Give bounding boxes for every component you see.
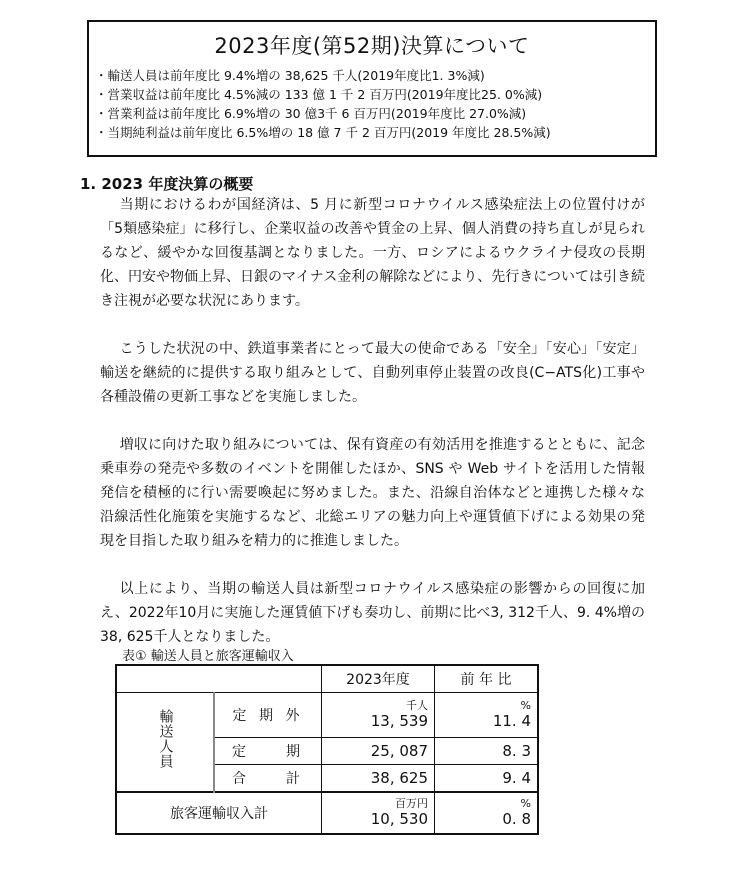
header-ratio: 前 年 比: [435, 665, 539, 693]
paragraph: こうした状況の中、鉄道事業者にとって最大の使命である「安全」「安心」「安定」輸送を継続的に提供する取り組みとして、自動列車停止装置の改良(C−ATS化)工事や各種設備の更新工事などを実施しました。: [100, 341, 645, 405]
summary-bullet: ・営業利益は前年度比 6.9%増の 30 億3千 6 百万円(2019年度比 27.0%減): [95, 106, 527, 121]
paragraph: 当期におけるわが国経済は、5 月に新型コロナウイルス感染症法上の位置付けが「5類感染症」に移行し、企業収益の改善や賃金の上昇、個人消費の持ち直しが見られるなど、緩やかな回復基調となりました。一方、ロシアによるウクライナ侵攻の長期化、円安や物価上昇、日銀のマイナス金利の解除などにより、先行きについては引き続き注視が必要な状況にあります。: [100, 197, 645, 309]
group-label-text: 輸送人員: [157, 708, 174, 769]
unit-label: 千人: [406, 699, 428, 712]
summary-bullet: ・当期純利益は前年度比 6.5%増の 18 億 7 千 2 百万円(2019 年度比 28.5%減): [95, 125, 551, 140]
summary-title: 2023年度(第52期)決算について: [214, 34, 530, 58]
row-value: [322, 693, 435, 738]
ridership-table: [115, 664, 539, 835]
summary-bullet: ・輸送人員は前年度比 9.4%増の 38,625 千人(2019年度比1. 3%減): [95, 68, 485, 83]
row-label: 定 期: [214, 738, 322, 765]
summary-box: [87, 20, 657, 157]
table-header-row: [116, 665, 538, 693]
paragraph: 以上により、当期の輸送人員は新型コロナウイルス感染症の影響からの回復に加え、2022年10月に実施した運賃値下げも奏功し、前期に比べ3, 312千人、9. 4%増の38, 625千人となりました。: [100, 581, 645, 645]
unit-label: %: [520, 699, 531, 712]
row-ratio: 8. 3: [435, 738, 539, 765]
table-row: [116, 693, 538, 738]
row-ratio: 9. 4: [435, 765, 539, 793]
row-label: 旅客運輸収入計: [116, 792, 322, 834]
row-ratio: [435, 792, 539, 834]
table-caption: 表① 輸送人員と旅客運輸収入: [122, 649, 294, 664]
section-heading: 1. 2023 年度決算の概要: [80, 175, 254, 193]
group-label: [116, 693, 214, 793]
section-body: [100, 193, 645, 673]
row-value: 38, 625: [322, 765, 435, 793]
row-ratio: [435, 693, 539, 738]
value: 10, 530: [370, 810, 428, 828]
summary-bullet: ・営業収益は前年度比 4.5%減の 133 億 1 千 2 百万円(2019年度比25. 0%減): [95, 87, 543, 102]
row-label: 合 計: [214, 765, 322, 793]
header-year: 2023年度: [322, 665, 435, 693]
unit-label: 百万円: [395, 797, 428, 810]
table-row-revenue: [116, 792, 538, 834]
row-label: 定 期 外: [214, 693, 322, 738]
row-value: 25, 087: [322, 738, 435, 765]
ratio: 0. 8: [502, 810, 531, 828]
row-value: [322, 792, 435, 834]
value: 13, 539: [370, 712, 428, 730]
unit-label: %: [520, 797, 531, 810]
header-empty: [116, 665, 322, 693]
ratio: 11. 4: [492, 712, 531, 730]
paragraph: 増収に向けた取り組みについては、保有資産の有効活用を推進するとともに、記念乗車券の発売や多数のイベントを開催したほか、SNS や Web サイトを活用した情報発信を積極的に行い需要喚起に努めました。また、沿線自治体などと連携した様々な沿線活性化施策を実施するなど、北総エリアの魅力向上や運賃値下げによる効果の発現を目指した取り組みを精力的に推進しました。: [100, 437, 645, 549]
